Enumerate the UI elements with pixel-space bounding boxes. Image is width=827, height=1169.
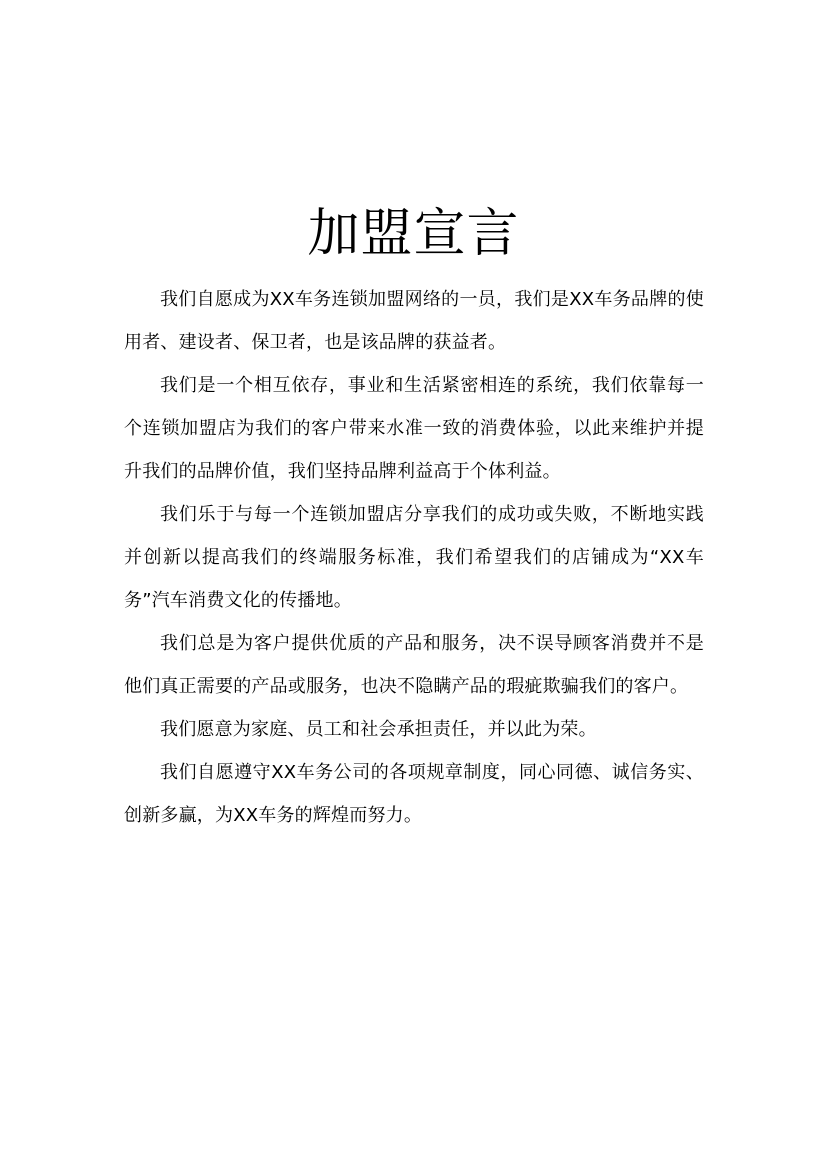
paragraph-sharing-innovation: 我们乐于与每一个连锁加盟店分享我们的成功或失败，不断地实践并创新以提高我们的终端服务标准，我们希望我们的店铺成为“XX车务”汽车消费文化的传播地。	[124, 504, 704, 611]
paragraph-rules-compliance: 我们自愿遵守XX车务公司的各项规章制度，同心同德、诚信务实、创新多赢，为XX车务的辉煌而努力。	[124, 762, 704, 826]
document-title: 加盟宣言	[307, 204, 520, 264]
document-body	[124, 278, 704, 837]
paragraph-brand-membership: 我们自愿成为XX车务连锁加盟网络的一员，我们是XX车务品牌的使用者、建设者、保卫者，也是该品牌的获益者。	[124, 289, 704, 353]
paragraph-interdependent-system: 我们是一个相互依存，事业和生活紧密相连的系统，我们依靠每一个连锁加盟店为我们的客户带来水准一致的消费体验，以此来维护并提升我们的品牌价值，我们坚持品牌利益高于个体利益。	[124, 375, 704, 482]
paragraph-customer-service: 我们总是为客户提供优质的产品和服务，决不误导顾客消费并不是他们真正需要的产品或服务，也决不隐瞒产品的瑕疵欺骗我们的客户。	[124, 633, 704, 697]
paragraph-social-responsibility: 我们愿意为家庭、员工和社会承担责任，并以此为荣。	[160, 719, 597, 740]
